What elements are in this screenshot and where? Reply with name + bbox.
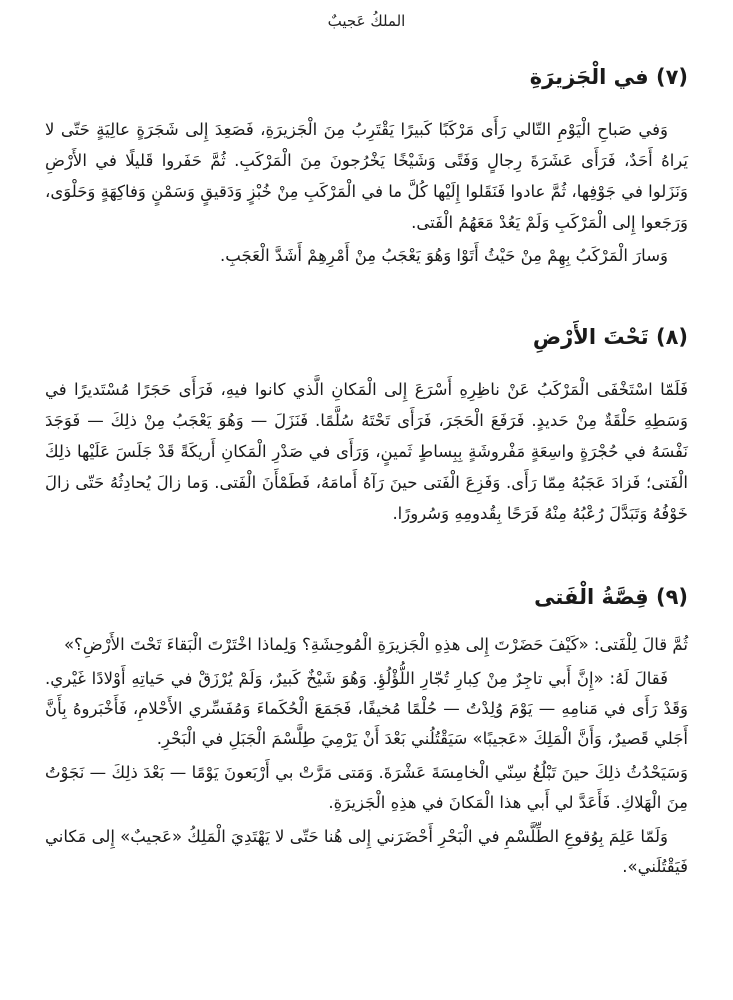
section-in-the-island bbox=[45, 62, 688, 271]
section-heading: (٨) تَحْتَ الأَرْضِ bbox=[532, 325, 688, 349]
section-the-young-mans-story bbox=[45, 582, 688, 882]
paragraph: فَقالَ لَهُ: «إِنَّ أَبي تاجِرٌ مِنْ كِبارِ تُجّارِ اللُّؤْلُؤِ. وَهُوَ شَيْخٌ كَبيرٌ، وَلَمْ يُرْزَقْ في حَياتِهِ أَوْلادًا غَيْري. وَقَدْ رَأَى في مَنامِهِ — يَوْمَ وُلِدْتُ — حُلْمًا مُخيفًا، فَجَمَعَ الْحُكَماءَ وَمُفَسِّري الأَحْلامِ، فَأَخْبَروهُ بِأَنَّ أَجَلي قَصيرٌ، وَأَنَّ الْمَلِكَ «عَجيبًا» سَيَقْتُلُني بَعْدَ أَنْ يَرْمِيَ طِلَّسْمَ الْجَبَلِ في الْبَحْرِ. bbox=[45, 669, 688, 748]
paragraph: وَسارَ الْمَرْكَبُ بِهِمْ مِنْ حَيْثُ أَتَوْا وَهُوَ يَعْجَبُ مِنْ أَمْرِهِمْ أَشَدَّ الْعَجَبِ. bbox=[220, 246, 668, 265]
section-heading: (٩) قِصَّةُ الْفَتى bbox=[534, 585, 688, 609]
paragraph: فَلَمّا اسْتَخْفَى الْمَرْكَبُ عَنْ ناظِرِهِ أَسْرَعَ إِلى الْمَكانِ الَّذي كانوا فيهِ، فَرَأَى حَجَرًا مُسْتَديرًا في وَسَطِهِ حَلْقَةٌ مِنْ حَديدٍ. فَرَفَعَ الْحَجَرَ، فَرَأَى تَحْتَهُ سُلَّمًا. فَنَزَلَ — وَهُوَ يَعْجَبُ مِنْ ذلِكَ — فَوَجَدَ نَفْسَهُ في حُجْرَةٍ واسِعَةٍ مَفْروشَةٍ بِبِساطٍ ثَمينٍ، وَرَأَى في صَدْرِ الْمَكانِ أَريكَةً قَدْ جَلَسَ عَلَيْها ذلِكَ الْفَتى؛ فَزادَ عَجَبُهُ مِمّا رَأَى. وَفَزِعَ الْفَتى حينَ رَآهُ أَمامَهُ، فَطَمْأَنَ الْفَتى. وَما زالَ يُحادِثُهُ حَتّى زالَ خَوْفُهُ وَتَبَدَّلَ رُعْبُهُ مِنْهُ فَرَحًا بِقُدومِهِ وَسُرورًا. bbox=[45, 380, 688, 523]
paragraph: وَلَمّا عَلِمَ بِوُقوعِ الطِّلَّسْمِ في الْبَحْرِ أَحْضَرَني إِلى هُنا حَتّى لا يَهْتَدِيَ الْمَلِكُ «عَجيبٌ» إِلى مَكاني فَيَقْتُلَني». bbox=[45, 827, 688, 876]
section-under-the-ground bbox=[45, 322, 688, 529]
running-head: الملكُ عَجيبٌ bbox=[327, 12, 406, 30]
paragraph: وَفي صَباحِ الْيَوْمِ التّالي رَأَى مَرْكَبًا كَبيرًا يَقْتَرِبُ مِنَ الْجَزيرَةِ، فَصَعِدَ إِلى شَجَرَةٍ عالِيَةٍ حَتّى لا يَراهُ أَحَدٌ، فَرَأَى عَشَرَةَ رِجالٍ وَفَتًى وَشَيْخًا يَخْرُجونَ مِنَ الْمَرْكَبِ. ثُمَّ حَفَروا قَليلًا في الأَرْضِ وَنَزَلوا في جَوْفِها، ثُمَّ عادوا فَنَقَلوا إِلَيْها كُلَّ ما في الْمَرْكَبِ مِنْ خُبْزٍ وَدَقيقٍ وَسَمْنٍ وَفاكِهَةٍ وَحَلْوَى، وَرَجَعوا إِلى الْمَرْكَبِ وَلَمْ يَعُدْ مَعَهُمُ الْفَتى. bbox=[45, 120, 688, 232]
paragraph: ثُمَّ قالَ لِلْفَتى: «كَيْفَ حَضَرْتَ إِلى هذِهِ الْجَزيرَةِ الْمُوحِشَةِ؟ وَلِماذا اخْتَرْتَ الْبَقاءَ تَحْتَ الأَرْضِ؟» bbox=[63, 635, 688, 654]
section-heading: (٧) في الْجَزيرَةِ bbox=[529, 65, 688, 89]
paragraph: وَسَيَحْدُثُ ذلِكَ حينَ تَبْلُغُ سِنّي الْخامِسَةَ عَشْرَةَ. وَمَتى مَرَّتْ بي أَرْبَعونَ يَوْمًا — بَعْدَ ذلِكَ — نَجَوْتُ مِنَ الْهَلاكِ. فَأَعَدَّ لي أَبي هذا الْمَكانَ في هذِهِ الْجَزيرَةِ. bbox=[45, 763, 688, 812]
